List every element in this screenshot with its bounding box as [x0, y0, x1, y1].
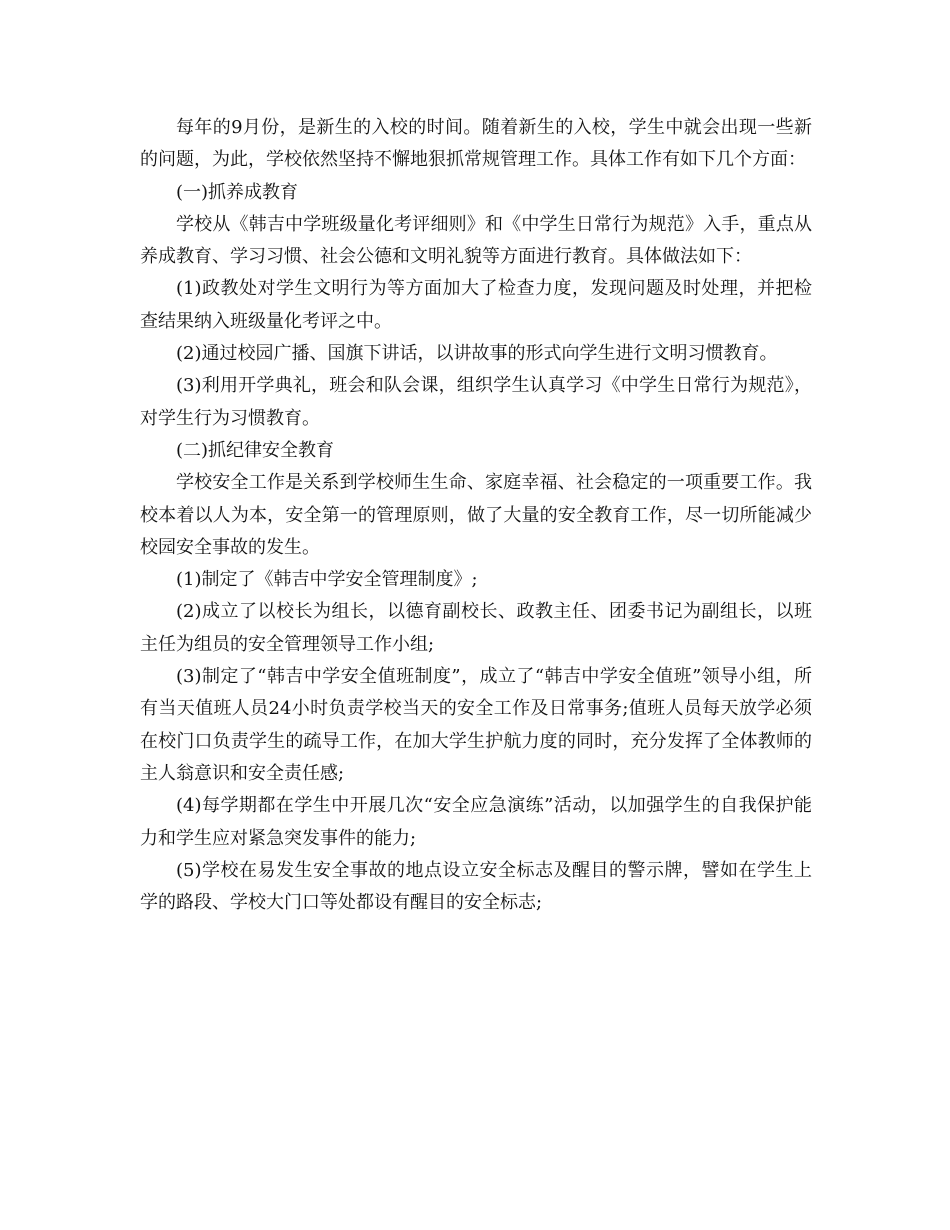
list-item: (3)利用开学典礼，班会和队会课，组织学生认真学习《中学生日常行为规范》，对学生行为习惯教育。: [140, 375, 812, 429]
paragraph: 学校安全工作是关系到学校师生生命、家庭幸福、社会稳定的一项重要工作。我校本着以人为本，安全第一的管理原则，做了大量的安全教育工作，尽一切所能减少校园安全事故的发生。: [140, 472, 812, 558]
list-item: (5)学校在易发生安全事故的地点设立安全标志及醒目的警示牌，譬如在学生上学的路段、学校大门口等处都设有醒目的安全标志;: [140, 859, 812, 914]
list-item: (2)成立了以校长为组长，以德育副校长、政教主任、团委书记为副组长，以班主任为组员的安全管理领导工作小组;: [140, 601, 812, 655]
document-body: [140, 112, 812, 919]
list-item: (4)每学期都在学生中开展几次“安全应急演练”活动，以加强学生的自我保护能力和学生应对紧急突发事件的能力;: [140, 795, 812, 849]
list-item: (1)政教处对学生文明行为等方面加大了检查力度，发现问题及时处理，并把检查结果纳入班级量化考评之中。: [140, 278, 812, 332]
paragraph-intro: 每年的9月份，是新生的入校的时间。随着新生的入校，学生中就会出现一些新的问题，为此，学校依然坚持不懈地狠抓常规管理工作。具体工作有如下几个方面：: [140, 117, 812, 171]
list-item: (3)制定了“韩吉中学安全值班制度”，成立了“韩吉中学安全值班”领导小组，所有当天值班人员24小时负责学校当天的安全工作及日常事务;值班人员每天放学必须在校门口负责学生的疏导工作，在加大学生护航力度的同时，充分发挥了全体教师的主人翁意识和安全责任感;: [140, 666, 812, 784]
section-heading-1: (一)抓养成教育: [176, 181, 299, 203]
list-item: (2)通过校园广播、国旗下讲话，以讲故事的形式向学生进行文明习惯教育。: [176, 343, 778, 365]
list-item: (1)制定了《韩吉中学安全管理制度》;: [176, 569, 478, 591]
section-heading-2: (二)抓纪律安全教育: [176, 439, 335, 461]
paragraph: 学校从《韩吉中学班级量化考评细则》和《中学生日常行为规范》入手，重点从养成教育、学习习惯、社会公德和文明礼貌等方面进行教育。具体做法如下：: [140, 213, 812, 268]
